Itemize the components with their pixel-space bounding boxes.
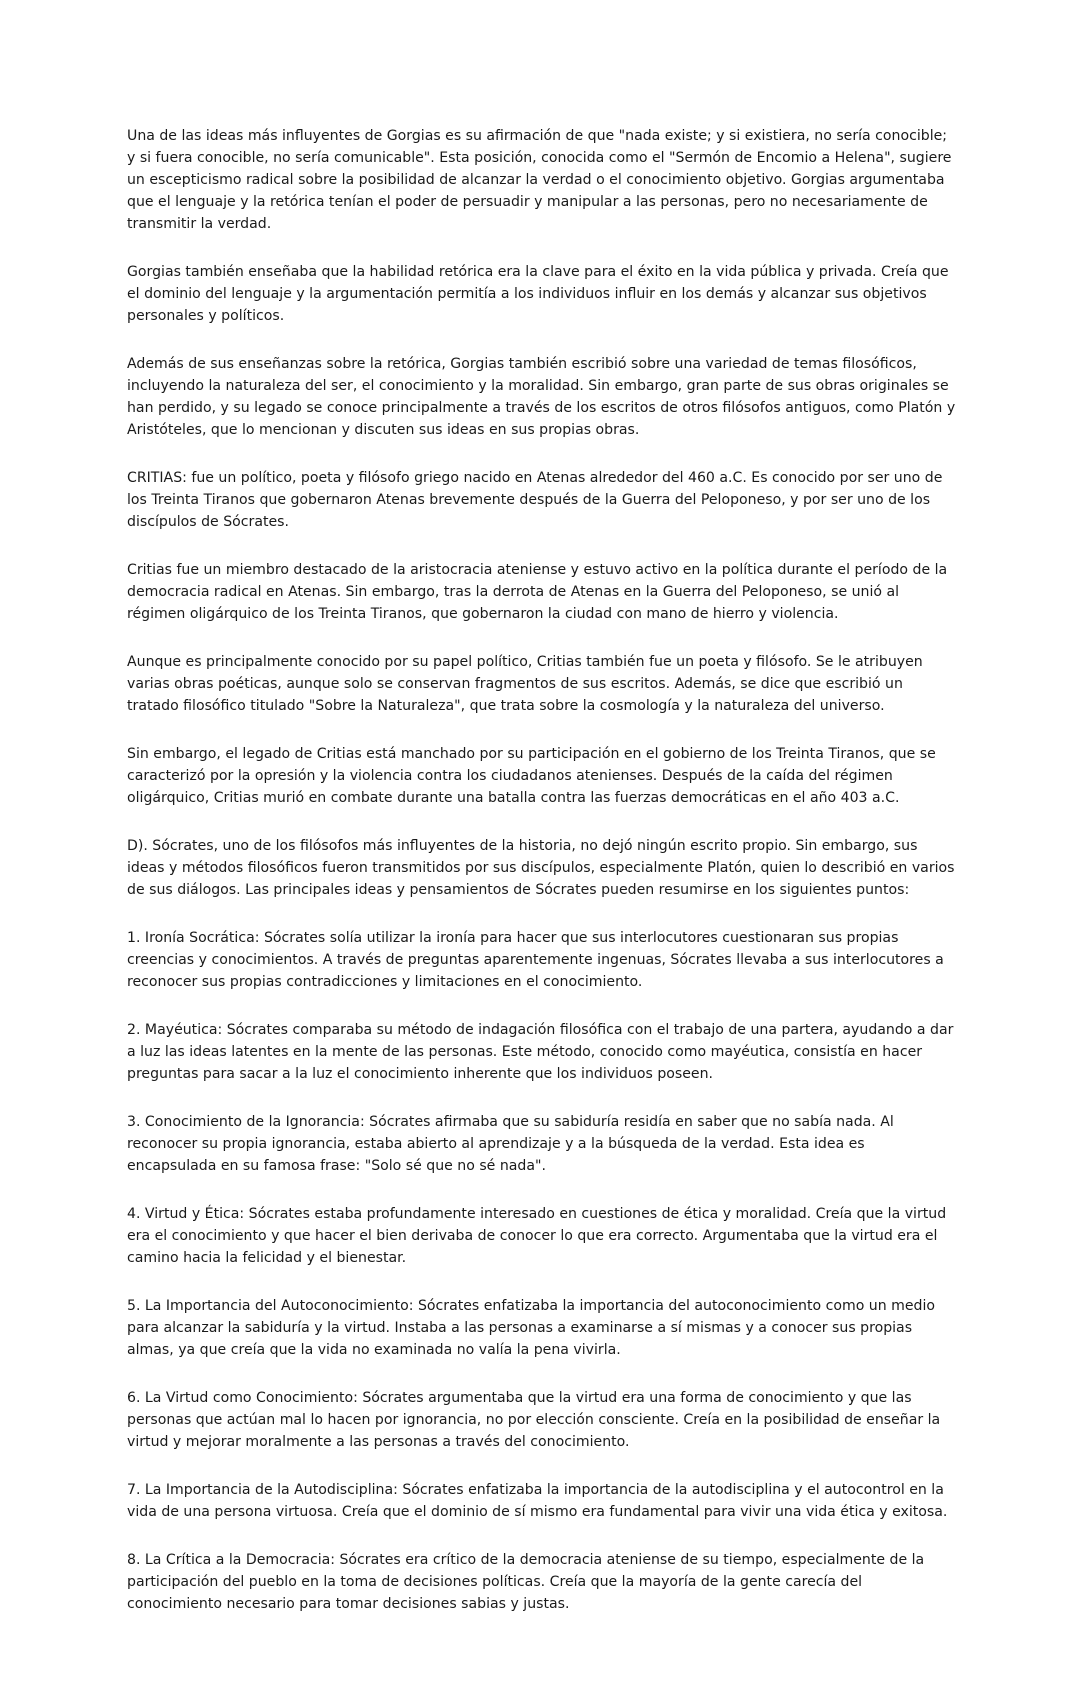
paragraph-gorgias-obras: Además de sus enseñanzas sobre la retórica, Gorgias también escribió sobre una variedad de temas filosóficos, incluyendo la naturaleza del ser, el conocimiento y la moralidad. Sin embargo, gran parte de sus obras originales se han perdido, y su legado se conoce principalmente a través de los escritos de otros filósofos antiguos, como Platón y Aristóteles, que lo mencionan y discuten sus ideas en sus propias obras. [127,356,956,438]
list-item-virtud-etica: 4. Virtud y Ética: Sócrates estaba profundamente interesado en cuestiones de ética y moralidad. Creía que la virtud era el conocimiento y que hacer el bien derivaba de conocer lo que era correcto. Argumentaba que la virtud era el camino hacia la felicidad y el bienestar. [127,1206,947,1266]
paragraph-critias-legado: Sin embargo, el legado de Critias está manchado por su participación en el gobierno de los Treinta Tiranos, que se caracterizó por la opresión y la violencia contra los ciudadanos atenienses. Después de la caída del régimen oligárquico, Critias murió en combate durante una batalla contra las fuerzas democráticas en el año 403 a.C. [127,746,936,806]
list-item-ironia-socratica: 1. Ironía Socrática: Sócrates solía utilizar la ironía para hacer que sus interlocutores cuestionaran sus propias creencias y conocimientos. A través de preguntas aparentemente ingenuas, Sócrates llevaba a sus interlocutores a reconocer sus propias contradicciones y limitaciones en el conocimiento. [127,930,944,990]
list-item-virtud-conocimiento: 6. La Virtud como Conocimiento: Sócrates argumentaba que la virtud era una forma de conocimiento y que las personas que actúan mal lo hacen por ignorancia, no por elección consciente. Creía en la posibilidad de enseñar la virtud y mejorar moralmente a las personas a través del conocimiento. [127,1390,941,1450]
paragraph-critias-poeta: Aunque es principalmente conocido por su papel político, Critias también fue un poeta y filósofo. Se le atribuyen varias obras poéticas, aunque solo se conservan fragmentos de sus escritos. Además, se dice que escribió un tratado filosófico titulado "Sobre la Naturaleza", que trata sobre la cosmología y la naturaleza del universo. [127,654,923,714]
list-item-mayeutica: 2. Mayéutica: Sócrates comparaba su método de indagación filosófica con el trabajo de una partera, ayudando a dar a luz las ideas latentes en la mente de las personas. Este método, conocido como mayéutica, consistía en hacer preguntas para sacar a la luz el conocimiento inherente que los individuos poseen. [127,1022,954,1082]
paragraph-critias-intro: CRITIAS: fue un político, poeta y filósofo griego nacido en Atenas alrededor del 460 a.C. Es conocido por ser uno de los Treinta Tiranos que gobernaron Atenas brevemente después de la Guerra del Peloponeso, y por ser uno de los discípulos de Sócrates. [127,470,943,530]
paragraph-critias-aristocracia: Critias fue un miembro destacado de la aristocracia ateniense y estuvo activo en la política durante el período de la democracia radical en Atenas. Sin embargo, tras la derrota de Atenas en la Guerra del Peloponeso, se unió al régimen oligárquico de los Treinta Tiranos, que gobernaron la ciudad con mano de hierro y violencia. [127,562,948,622]
list-item-conocimiento-ignorancia: 3. Conocimiento de la Ignorancia: Sócrates afirmaba que su sabiduría residía en saber que no sabía nada. Al reconocer su propia ignorancia, estaba abierto al aprendizaje y a la búsqueda de la verdad. Esta idea es encapsulada en su famosa frase: "Solo sé que no sé nada". [127,1114,894,1174]
list-item-autoconocimiento: 5. La Importancia del Autoconocimiento: Sócrates enfatizaba la importancia del autoconocimiento como un medio para alcanzar la sabiduría y la virtud. Instaba a las personas a examinarse a sí mismas y a conocer sus propias almas, ya que creía que la vida no examinada no valía la pena vivirla. [127,1298,936,1358]
paragraph-gorgias-retorica: Gorgias también enseñaba que la habilidad retórica era la clave para el éxito en la vida pública y privada. Creía que el dominio del lenguaje y la argumentación permitía a los individuos influir en los demás y alcanzar sus objetivos personales y políticos. [127,264,949,324]
document-body [127,125,957,1641]
paragraph-gorgias-nada-existe: Una de las ideas más influyentes de Gorgias es su afirmación de que "nada existe; y si existiera, no sería conocible; y si fuera conocible, no sería comunicable". Esta posición, conocida como el "Sermón de Encomio a Helena", sugiere un escepticismo radical sobre la posibilidad de alcanzar la verdad o el conocimiento objetivo. Gorgias argumentaba que el lenguaje y la retórica tenían el poder de persuadir y manipular a las personas, pero no necesariamente de transmitir la verdad. [127,128,952,232]
paragraph-socrates-intro: D). Sócrates, uno de los filósofos más influyentes de la historia, no dejó ningún escrito propio. Sin embargo, sus ideas y métodos filosóficos fueron transmitidos por sus discípulos, especialmente Platón, quien lo describió en varios de sus diálogos. Las principales ideas y pensamientos de Sócrates pueden resumirse en los siguientes puntos: [127,838,955,898]
list-item-critica-democracia: 8. La Crítica a la Democracia: Sócrates era crítico de la democracia ateniense de su tiempo, especialmente de la participación del pueblo en la toma de decisiones políticas. Creía que la mayoría de la gente carecía del conocimiento necesario para tomar decisiones sabias y justas. [127,1552,925,1612]
list-item-autodisciplina: 7. La Importancia de la Autodisciplina: Sócrates enfatizaba la importancia de la autodisciplina y el autocontrol en la vida de una persona virtuosa. Creía que el dominio de sí mismo era fundamental para vivir una vida ética y exitosa. [127,1482,948,1520]
